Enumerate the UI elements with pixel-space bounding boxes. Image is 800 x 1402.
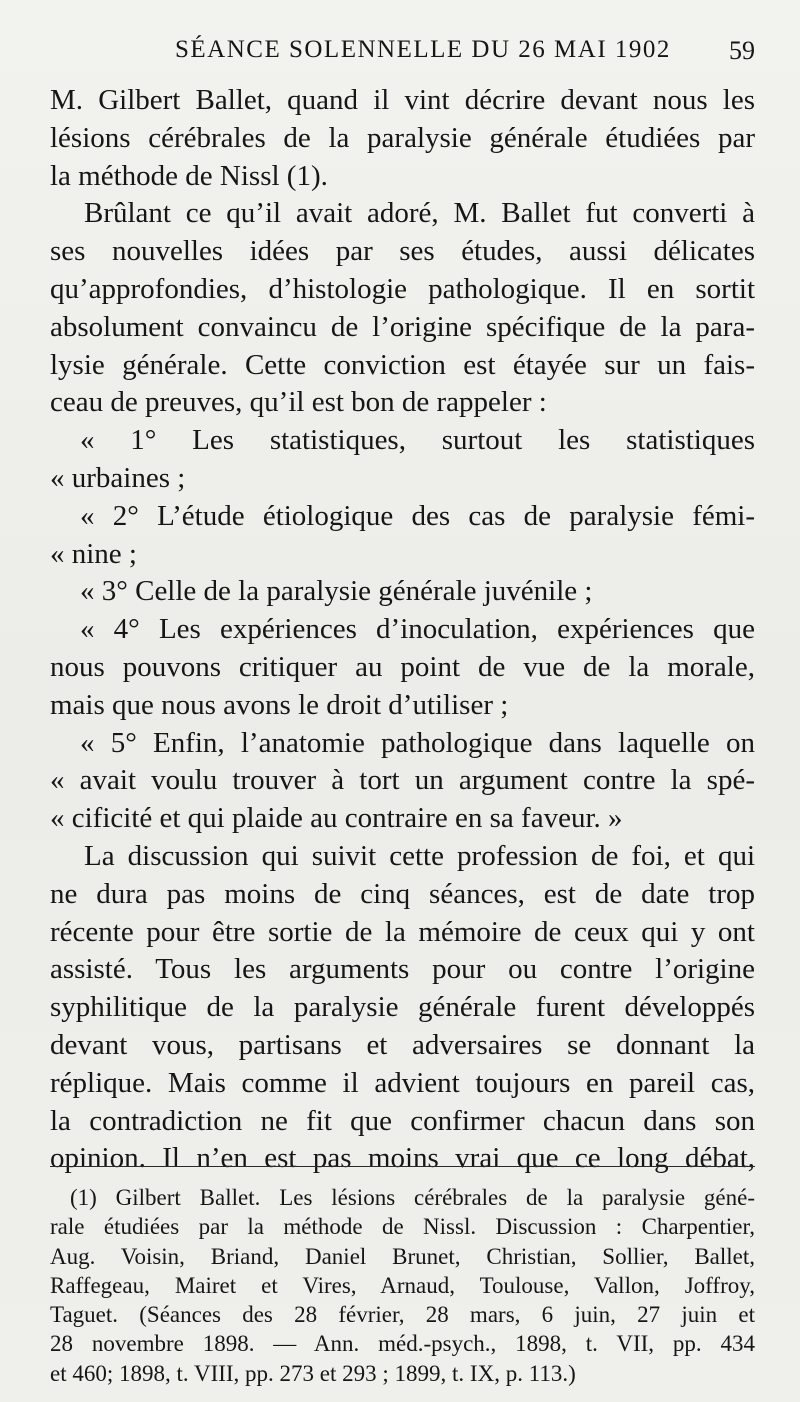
quote-line: « 4° Les expériences d’inoculation, expériences que: [80, 613, 755, 646]
text-line: qu’approfondies, d’histologie pathologique. Il en sortit: [50, 272, 755, 305]
quote-line: « 3° Celle de la paralysie générale juvénile ;: [80, 575, 593, 608]
text-line: absolument convaincu de l’origine spécifique de la para-: [50, 310, 755, 343]
quote-line: « nine ;: [50, 537, 137, 570]
text-line: lysie générale. Cette conviction est étayée sur un fais-: [50, 348, 755, 381]
page-number: 59: [729, 36, 755, 65]
quote-line: « 1° Les statistiques, surtout les statistiques: [80, 424, 755, 457]
page-header: [50, 36, 755, 76]
footnote-line: rale étudiées par la méthode de Nissl. Discussion : Charpentier,: [50, 1214, 755, 1240]
text-line: ses nouvelles idées par ses études, aussi délicates: [50, 235, 755, 268]
text-line: la méthode de Nissl (1).: [50, 159, 328, 192]
text-line: Brûlant ce qu’il avait adoré, M. Ballet fut converti à: [84, 197, 755, 230]
text-line: ne dura pas moins de cinq séances, est de date trop: [50, 877, 755, 910]
quote-line: « 5° Enfin, l’anatomie pathologique dans laquelle on: [80, 726, 755, 759]
text-line: syphilitique de la paralysie générale furent développés: [50, 991, 755, 1024]
text-line: La discussion qui suivit cette profession de foi, et qui: [84, 839, 755, 872]
text-line: récente pour être sortie de la mémoire de ceux qui y ont: [50, 915, 755, 948]
quote-line: « cificité et qui plaide au contraire en sa faveur. »: [50, 802, 623, 835]
text-line: ceau de preuves, qu’il est bon de rappeler :: [50, 386, 547, 419]
footnotes: [50, 1183, 755, 1388]
quote-line: « 2° L’étude étiologique des cas de paralysie fémi-: [80, 499, 755, 532]
quote-line: « avait voulu trouver à tort un argument contre la spé-: [50, 764, 755, 797]
footnote-divider: [50, 1166, 755, 1167]
footnote-line: et 460; 1898, t. VIII, pp. 273 et 293 ; 1899, t. IX, p. 113.): [50, 1360, 576, 1386]
quote-line: « urbaines ;: [50, 461, 186, 494]
footnote-line: (1) Gilbert Ballet. Les lésions cérébrales de la paralysie géné-: [70, 1185, 755, 1210]
text-line: lésions cérébrales de la paralysie générale étudiées par: [50, 121, 755, 154]
text-line: opinion. Il n’en est pas moins vrai que ce long débat,: [50, 1142, 755, 1175]
body-text: [50, 82, 755, 1178]
text-line: réplique. Mais comme il advient toujours en pareil cas,: [50, 1066, 755, 1099]
running-title: SÉANCE SOLENNELLE DU 26 MAI 1902: [175, 36, 671, 63]
text-line: M. Gilbert Ballet, quand il vint décrire devant nous les: [50, 84, 755, 116]
footnote-line: Aug. Voisin, Briand, Daniel Brunet, Christian, Sollier, Ballet,: [50, 1243, 755, 1269]
text-line: assisté. Tous les arguments pour ou contre l’origine: [50, 953, 755, 986]
text-line: devant vous, partisans et adversaires se donnant la: [50, 1028, 755, 1061]
text-line: la contradiction ne fit que confirmer chacun dans son: [50, 1104, 755, 1137]
quote-line: mais que nous avons le droit d’utiliser ;: [50, 688, 509, 721]
footnote-line: Raffegeau, Mairet et Vires, Arnaud, Toulouse, Vallon, Joffroy,: [50, 1272, 755, 1298]
footnote-line: Taguet. (Séances des 28 février, 28 mars, 6 juin, 27 juin et: [50, 1302, 755, 1328]
footnote-line: 28 novembre 1898. — Ann. méd.-psych., 1898, t. VII, pp. 434: [50, 1331, 755, 1357]
quote-line: nous pouvons critiquer au point de vue de la morale,: [50, 650, 755, 683]
